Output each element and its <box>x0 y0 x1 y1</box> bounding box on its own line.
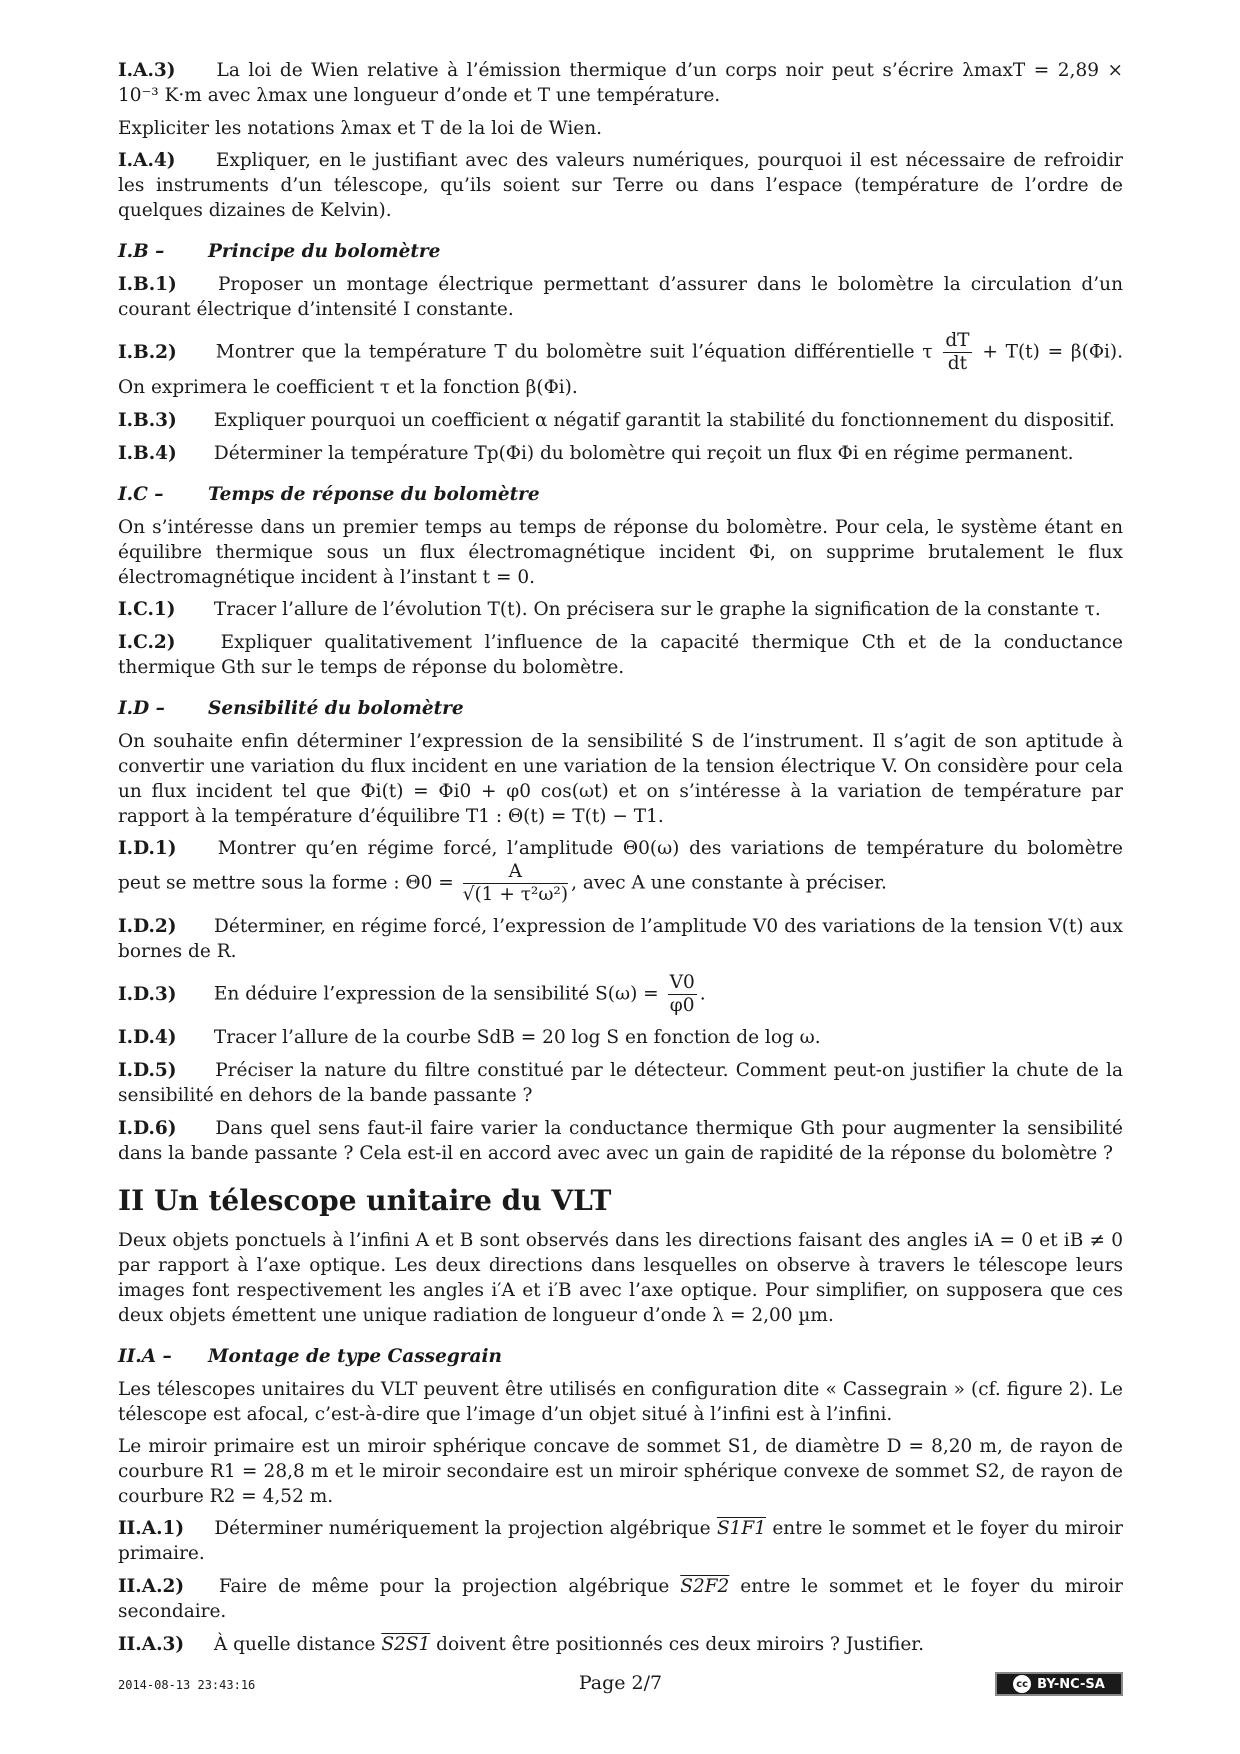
question-label: II.A.2) <box>118 1576 185 1597</box>
fraction-numerator: V0 <box>669 972 695 993</box>
question-ID4 <box>118 1025 1123 1050</box>
question-label: I.B.2) <box>118 341 177 363</box>
question-text: Dans quel sens faut-il faire varier la conductance thermique Gth pour augmenter la sensibilité dans la bande passante ? Cela est-il en accord avec avec un gain de rapidité de la réponse du bolomètre ? <box>118 1118 1123 1164</box>
fraction-denominator: dt <box>947 353 968 374</box>
question-text: La loi de Wien relative à l’émission thermique d’un corps noir peut s’écrire λmaxT = 2,89 × 10⁻³ K·m avec λmax une longueur d’onde et T une température. <box>118 60 1123 106</box>
section-intro-II: Deux objets ponctuels à l’infini A et B sont observés dans les directions faisant des angles iA = 0 et iB ≠ 0 par rapport à l’axe optique. Les deux directions dans lesquelles on observe à travers le télescope leurs images font respectivement les angles i′A et i′B avec l’axe optique. Pour simplifier, on supposera que ces deux objets émettent une unique radiation de longueur d’onde λ = 2,00 µm. <box>118 1230 1123 1326</box>
question-label: I.D.1) <box>118 838 177 859</box>
question-text: Préciser la nature du filtre constitué par le détecteur. Comment peut-on justifier la chute de la sensibilité en dehors de la bande passante ? <box>118 1060 1123 1106</box>
question-ID5 <box>118 1058 1123 1108</box>
question-label: I.D.3) <box>118 983 177 1005</box>
question-IA3 <box>118 58 1123 108</box>
question-label: II.A.3) <box>118 1634 185 1655</box>
sensitivity-fraction <box>668 972 697 1017</box>
question-text: En déduire l’expression de la sensibilité S(ω) = <box>213 983 659 1005</box>
subsection-paragraph-IIA-2: Le miroir primaire est un miroir sphérique concave de sommet S1, de diamètre D = 8,20 m, de rayon de courbure R1 = 28,8 m et le miroir secondaire est un miroir sphérique convexe de sommet S2, de rayon de courbure R2 = 4,52 m. <box>118 1436 1123 1507</box>
question-ID6 <box>118 1116 1123 1166</box>
subsection-intro-IC: On s’intéresse dans un premier temps au temps de réponse du bolomètre. Pour cela, le système étant en équilibre thermique sous un flux électromagnétique incident Φi, on supprime brutalement le flux électromagnétique incident à l’instant t = 0. <box>118 517 1123 588</box>
subsection-heading-ID <box>118 696 1123 721</box>
fraction-numerator: dT <box>945 330 970 351</box>
question-label: I.B.1) <box>118 274 177 295</box>
fraction-numerator: A <box>463 861 568 884</box>
subsection-title: Montage de type Cassegrain <box>208 1346 502 1367</box>
page-number: Page 2/7 <box>578 1672 663 1694</box>
algebraic-segment: S2S1 <box>381 1634 431 1655</box>
subsection-number: II.A – <box>118 1346 172 1367</box>
question-label: I.C.2) <box>118 632 176 653</box>
algebraic-segment: S1F1 <box>716 1518 766 1539</box>
question-IA4 <box>118 148 1123 223</box>
subsection-number: I.C – <box>118 484 164 505</box>
subsection-heading-IIA <box>118 1344 1123 1369</box>
question-ID3 <box>118 972 1123 1017</box>
question-text: À quelle distance <box>213 1634 376 1655</box>
question-IB2 <box>118 330 1123 400</box>
subsection-intro-ID: On souhaite enfin déterminer l’expression de la sensibilité S de l’instrument. Il s’agit de son aptitude à convertir une variation du flux incident en une variation de la tension électrique V. On considère pour cela un flux incident tel que Φi(t) = Φi0 + φ0 cos(ωt) et on s’intéresse à la variation de température par rapport à la température d’équilibre T1 : Θ(t) = T(t) − T1. <box>118 731 1123 827</box>
question-label: I.C.1) <box>118 599 176 620</box>
question-text: Déterminer, en régime forcé, l’expression de l’amplitude V0 des variations de la tension V(t) aux bornes de R. <box>118 916 1123 962</box>
question-ID1 <box>118 836 1123 906</box>
subsection-number: I.D – <box>118 698 165 719</box>
algebraic-segment: S2F2 <box>680 1576 730 1597</box>
question-IIA3 <box>118 1632 1123 1657</box>
subsection-title: Principe du bolomètre <box>208 241 441 262</box>
question-label: I.D.6) <box>118 1118 177 1139</box>
question-label: I.D.4) <box>118 1027 177 1048</box>
question-IB1 <box>118 272 1123 322</box>
subsection-number: I.B – <box>118 241 165 262</box>
question-IIA2 <box>118 1574 1123 1624</box>
question-text-end: , avec A une constante à préciser. <box>571 872 887 894</box>
question-text: Tracer l’allure de la courbe SdB = 20 log S en fonction de log ω. <box>213 1027 821 1048</box>
question-label: I.B.3) <box>118 410 177 431</box>
subsection-title: Sensibilité du bolomètre <box>208 698 464 719</box>
question-text: Faire de même pour la projection algébrique <box>218 1576 670 1597</box>
license-badge <box>995 1672 1123 1696</box>
amplitude-fraction <box>463 861 568 906</box>
question-text-end: entre le sommet et le foyer du miroir primaire. <box>118 1518 1123 1564</box>
question-IIA1 <box>118 1516 1123 1566</box>
question-label: I.B.4) <box>118 443 177 464</box>
question-label: I.A.4) <box>118 150 176 171</box>
subsection-heading-IC <box>118 482 1123 507</box>
question-text: Déterminer numériquement la projection algébrique <box>214 1518 711 1539</box>
question-IA3-followup: Expliciter les notations λmax et T de la loi de Wien. <box>118 118 602 139</box>
question-text: Expliquer qualitativement l’influence de la capacité thermique Cth et de la conductance thermique Gth sur le temps de réponse du bolomètre. <box>118 632 1123 678</box>
subsection-title: Temps de réponse du bolomètre <box>208 484 540 505</box>
question-text-end: doivent être positionnés ces deux miroirs ? Justifier. <box>436 1634 924 1655</box>
question-label: I.A.3) <box>118 60 176 81</box>
section-heading-II: II Un télescope unitaire du VLT <box>118 1184 612 1217</box>
question-IB4 <box>118 441 1123 466</box>
question-IC2 <box>118 630 1123 680</box>
question-IB3 <box>118 408 1123 433</box>
license-text: BY-NC-SA <box>1037 1676 1105 1692</box>
question-label: I.D.5) <box>118 1060 177 1081</box>
question-text: Tracer l’allure de l’évolution T(t). On précisera sur le graphe la signification de la constante τ. <box>213 599 1101 620</box>
question-text: Montrer que la température T du bolomètre suit l’équation différentielle τ <box>215 341 933 363</box>
question-text: Déterminer la température Tp(Φi) du bolomètre qui reçoit un flux Φi en régime permanent. <box>213 443 1074 464</box>
question-ID2 <box>118 914 1123 964</box>
fraction-denominator: φ0 <box>669 995 695 1016</box>
question-text: Expliquer pourquoi un coefficient α négatif garantit la stabilité du fonctionnement du dispositif. <box>213 410 1115 431</box>
page-content <box>118 58 1123 1665</box>
question-text: Proposer un montage électrique permettant d’assurer dans le bolomètre la circulation d’un courant électrique d’intensité I constante. <box>118 274 1123 320</box>
page-footer <box>118 1672 1123 1702</box>
question-text: Montrer qu’en régime forcé, l’amplitude Θ0(ω) des variations de température du bolomètre peut se mettre sous la forme : Θ0 = <box>118 838 1123 894</box>
question-IC1 <box>118 597 1123 622</box>
question-text-end: + T(t) = β(Φi). On exprimera le coefficient τ et la fonction β(Φi). <box>118 341 1123 398</box>
fraction-denominator: √(1 + τ²ω²) <box>462 884 569 905</box>
question-text-end: . <box>699 983 706 1005</box>
derivative-fraction <box>943 330 971 375</box>
subsection-heading-IB <box>118 239 1123 264</box>
question-label: II.A.1) <box>118 1518 185 1539</box>
subsection-paragraph-IIA-1: Les télescopes unitaires du VLT peuvent être utilisés en configuration dite « Cassegrain » (cf. figure 2). Le télescope est afocal, c’est-à-dire que l’image d’un objet situé à l’infini est à l’infini. <box>118 1379 1123 1425</box>
question-text: Expliquer, en le justifiant avec des valeurs numériques, pourquoi il est nécessaire de refroidir les instruments d’un télescope, qu’ils soient sur Terre ou dans l’espace (température de l’ordre de quelques dizaines de Kelvin). <box>118 150 1123 221</box>
question-text-end: entre le sommet et le foyer du miroir secondaire. <box>118 1576 1123 1622</box>
creative-commons-icon: cc <box>1013 1675 1031 1693</box>
footer-timestamp: 2014-08-13 23:43:16 <box>118 1678 256 1692</box>
question-label: I.D.2) <box>118 916 177 937</box>
